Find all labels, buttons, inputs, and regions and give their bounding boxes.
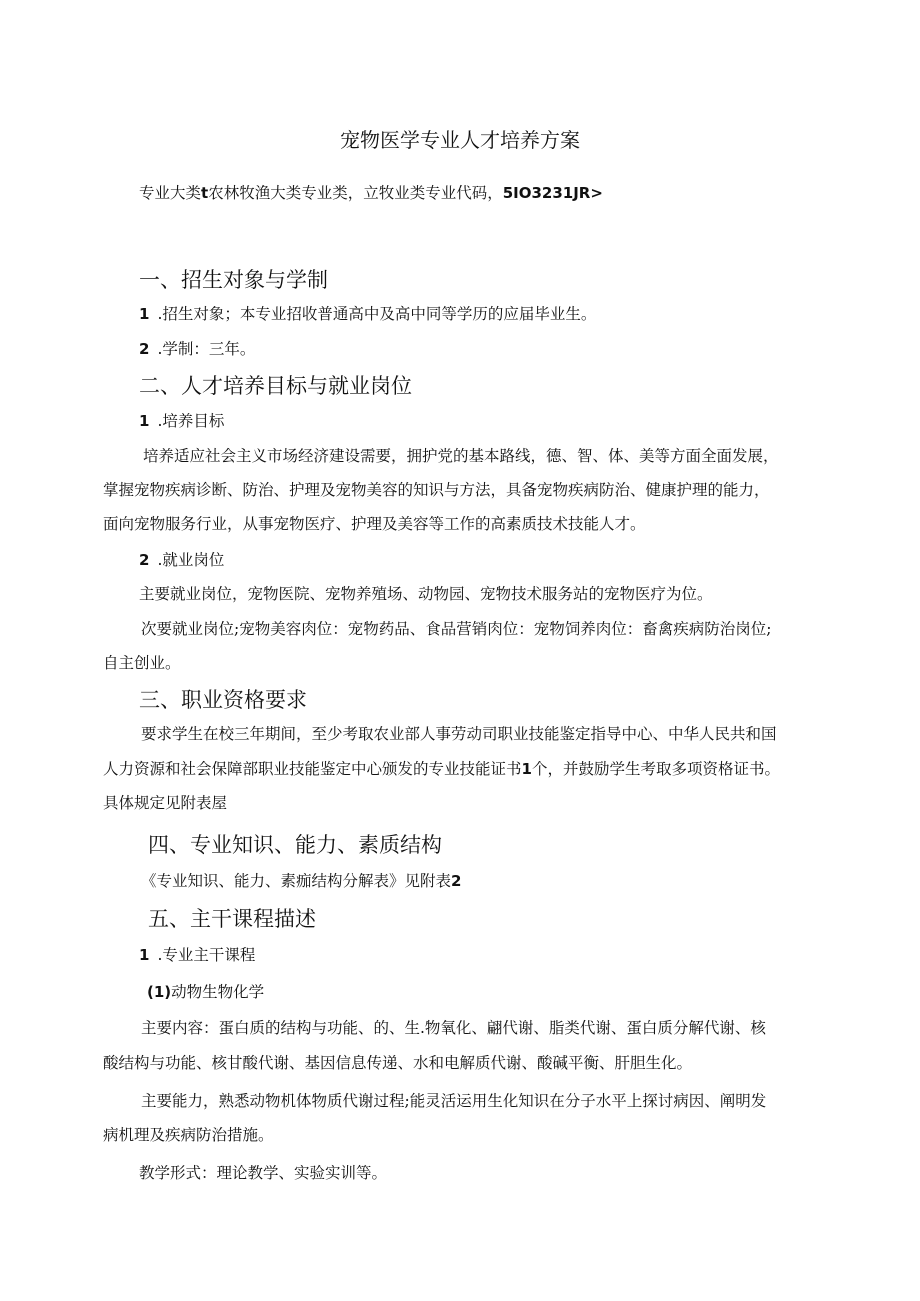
major-info-text: 农林牧渔大类专业类，立牧业类专业代码， (208, 184, 503, 202)
s2-item-2 (139, 548, 224, 570)
s1-item-2-number: 2 (139, 340, 150, 358)
content-line-1: 主要内容：蛋白质的结构与功能、的、生.物氧化、翩代谢、脂类代谢、蛋白质分解代谢、核 (141, 1019, 766, 1037)
s4-appendix-number: 2 (451, 872, 462, 890)
s1-item-2 (139, 337, 255, 359)
course-1 (147, 980, 264, 1002)
s2-item-1-text: .培养目标 (157, 412, 225, 430)
s3-line-2-pre: 人力资源和社会保障部职业技能鉴定中心颁发的专业技能证书 (103, 760, 522, 778)
major-info-prefix: 专业大类 (139, 184, 202, 202)
goal-line-3: 面向宠物服务行业，从事宠物医疗、护理及美容等工作的高素质技术技能人才。 (103, 515, 646, 533)
s3-line-1: 要求学生在校三年期间，至少考取农业部人事劳动司职业技能鉴定指导中心、中华人民共和国 (141, 725, 777, 743)
section-3-heading: 三、职业资格要求 (139, 688, 307, 712)
s2-item-2-text: .就业岗位 (157, 551, 225, 569)
s5-item-1 (139, 943, 255, 965)
s5-item-1-text: .专业主干课程 (157, 946, 256, 964)
s1-item-1-text: .招生对象；本专业招收普通高中及高中同等学历的应届毕业生。 (157, 305, 597, 323)
teaching-form: 教学形式：理论教学、实验实训等。 (139, 1164, 388, 1182)
s3-line-2-post: 个，并鼓励学生考取多项资格证书。 (531, 760, 780, 778)
s1-item-1-number: 1 (139, 305, 150, 323)
s4-text-body: 《专业知识、能力、素痂结构分解表》见附表 (141, 872, 452, 890)
course-1-number: (1) (147, 983, 172, 1001)
document-title: 宠物医学专业人才培养方案 (340, 128, 580, 152)
secondary-job-line-2: 自主创业。 (103, 654, 181, 672)
section-4-heading: 四、专业知识、能力、素质结构 (148, 833, 442, 857)
s1-item-1 (139, 302, 596, 324)
s2-item-2-number: 2 (139, 551, 150, 569)
s3-line-2 (103, 757, 780, 779)
secondary-job-line-1: 次要就业岗位;宠物美容肉位：宠物药品、食品营销肉位：宠物饲养肉位：畜禽疾病防治岗位; (141, 620, 772, 638)
course-1-name: 动物生物化学 (171, 983, 265, 1001)
goal-line-2: 掌握宠物疾病诊断、防治、护理及宠物美容的知识与方法，具备宠物疾病防治、健康护理的能力， (103, 481, 770, 499)
certificate-count: 1 (521, 760, 532, 778)
s2-item-1-number: 1 (139, 412, 150, 430)
section-5-heading: 五、主干课程描述 (148, 907, 316, 931)
goal-line-1: 培养适应社会主义市场经济建设需要，拥护党的基本路线，德、智、体、美等方面全面发展， (143, 447, 779, 465)
section-1-heading: 一、招生对象与学制 (139, 268, 328, 292)
major-code: 5IO3231JR> (502, 184, 603, 202)
ability-line-2: 病机理及疾病防治措施。 (103, 1126, 274, 1144)
main-job-text: 主要就业岗位，宠物医院、宠物养殖场、动物园、宠物技术服务站的宠物医疗为位。 (139, 585, 713, 603)
major-info-marker: t (201, 184, 209, 202)
content-line-2: 酸结构与功能、核甘酸代谢、基因信息传递、水和电解质代谢、酸碱平衡、肝胆生化。 (103, 1054, 693, 1072)
section-2-heading: 二、人才培养目标与就业岗位 (139, 374, 412, 398)
ability-line-1: 主要能力，熟悉动物机体物质代谢过程;能灵活运用生化知识在分子水平上探讨病因、阐明发 (141, 1092, 767, 1110)
major-info-line (139, 181, 603, 203)
s5-item-1-number: 1 (139, 946, 150, 964)
s2-item-1 (139, 409, 224, 431)
s4-text (141, 869, 461, 891)
s3-line-3: 具体规定见附表屋 (103, 794, 228, 812)
s1-item-2-text: .学制：三年。 (157, 340, 256, 358)
